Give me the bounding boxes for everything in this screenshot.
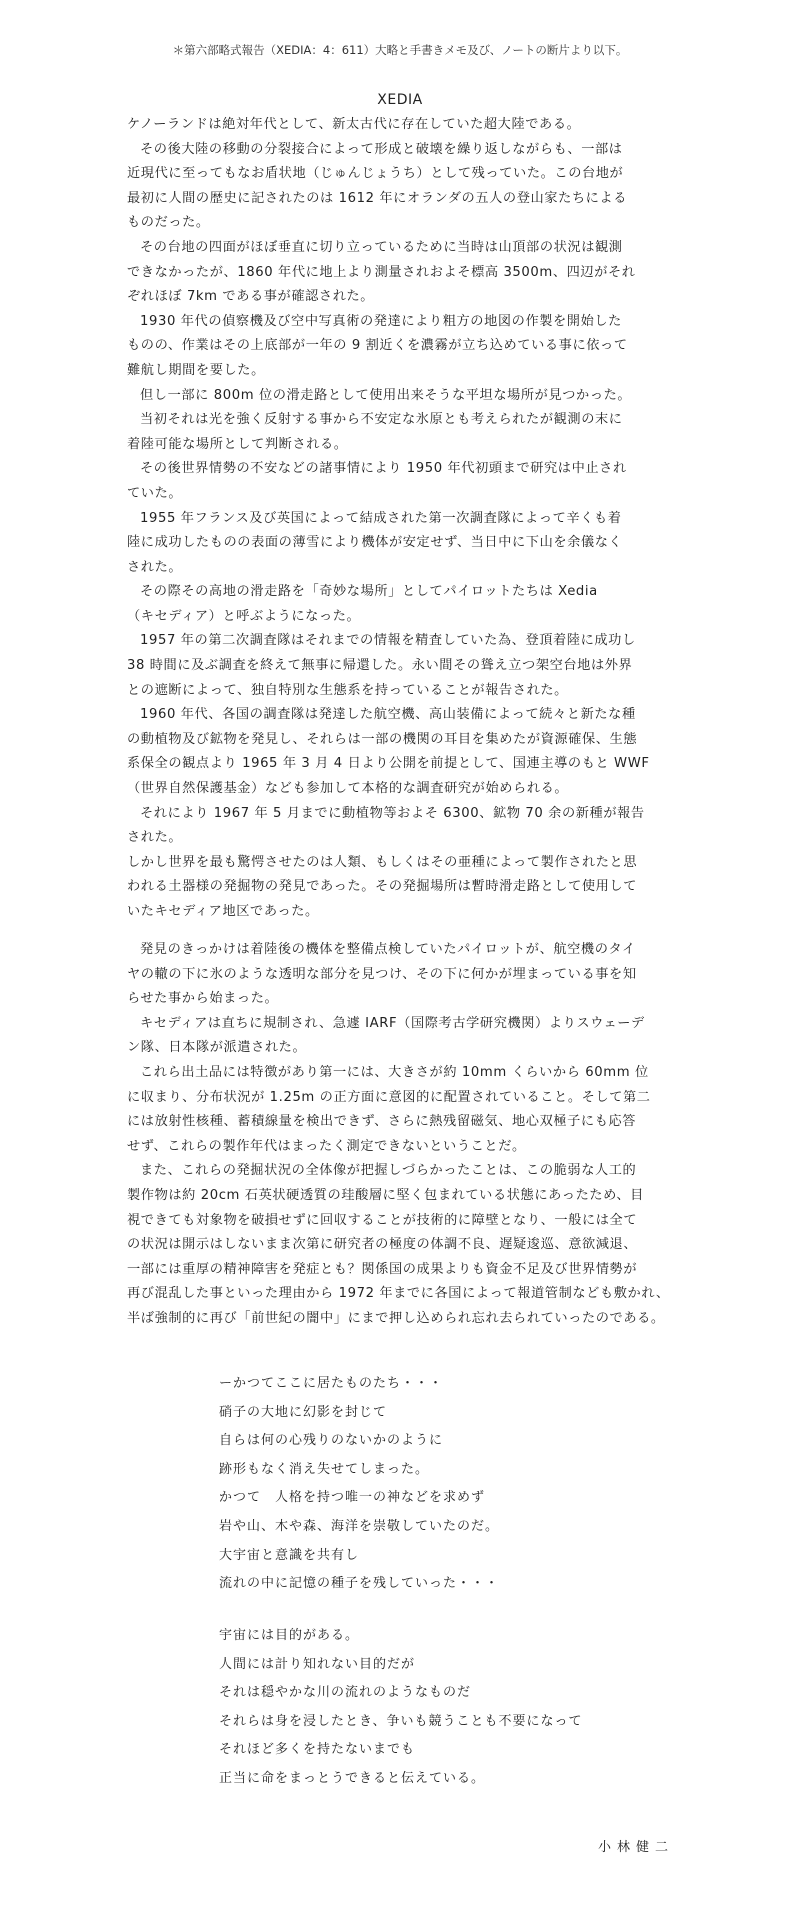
text-line: には放射性核種、蓄積線量を検出できず、さらに熱残留磁気、地心双極子にも応答: [127, 1114, 637, 1130]
poem-line: 正当に命をまっとうできると伝えている。: [219, 1770, 486, 1786]
text-line: ものの、作業はその上底部が一年の 9 割近くを濃霧が立ち込めている事に依って: [127, 338, 628, 354]
poem-line: 宇宙には目的がある。: [219, 1628, 360, 1643]
report-section-history: [127, 113, 707, 925]
text-line: の状況は開示はしないまま次第に研究者の極度の体調不良、遅疑逡巡、意欲減退、: [127, 1237, 638, 1253]
text-line: の動植物及び鉱物を発見し、それらは一部の機関の耳目を集めたが資源確保、生態: [127, 731, 638, 747]
poem-line: 人間には計り知れない目的だが: [219, 1656, 416, 1672]
poem-line: 自らは何の心残りのないかのように: [219, 1433, 444, 1449]
text-line: 当初それは光を強く反射する事から不安定な氷原とも考えられたが観測の末に: [140, 412, 623, 428]
poem-line: 大宇宙と意識を共有し: [219, 1547, 360, 1563]
text-line: ヤの轍の下に氷のような透明な部分を見つけ、その下に何かが埋まっている事を知: [127, 966, 637, 982]
text-line: 再び混乱した事といった理由から 1972 年までに各国によって報道管制なども敷かれ、: [127, 1286, 670, 1302]
text-line: 半ば強制的に再び「前世紀の闇中」にまで押し込められ忘れ去られていったのである。: [127, 1310, 665, 1326]
text-line: ものだった。: [127, 215, 210, 231]
text-line: 最初に人間の歴史に記されたのは 1612 年にオランダの五人の登山家たちによる: [127, 190, 628, 206]
text-line: 発見のきっかけは着陸後の機体を整備点検していたパイロットが、航空機のタイ: [140, 942, 636, 957]
text-line: しかし世界を最も驚愕させたのは人類、もしくはその亜種によって製作されたと思: [127, 854, 638, 870]
text-line: された。: [127, 830, 183, 846]
document-title: XEDIA: [377, 92, 423, 108]
text-line: その台地の四面がほぼ垂直に切り立っているために当時は山頂部の状況は観測: [140, 239, 623, 255]
text-line: 但し一部に 800m 位の滑走路として使用出来そうな平坦な場所が見つかった。: [140, 387, 632, 403]
poem-stanza-1: [219, 1370, 499, 1599]
text-line: その後大陸の移動の分裂接合によって形成と破壊を繰り返しながらも、一部は: [140, 141, 623, 157]
text-line: らせた事から始まった。: [127, 991, 279, 1007]
text-line: に収まり、分布状況が 1.25m の正方面に意図的に配置されていること。そして第二: [127, 1089, 651, 1105]
text-line: その後世界情勢の不安などの諸事情により 1950 年代初頭まで研究は中止され: [140, 461, 627, 477]
text-line: その際その高地の滑走路を「奇妙な場所」としてパイロットたちは Xedia: [140, 584, 598, 600]
header-note: ＊第六部略式報告（XEDIA：4：611）大略と手書きメモ及び、ノートの断片より以下。: [172, 43, 628, 57]
text-line: いたキセディア地区であった。: [127, 904, 319, 919]
text-line: ケノーランドは絶対年代として、新太古代に存在していた超大陸である。: [127, 117, 581, 132]
text-line: 陸に成功したものの表面の薄雪により機体が安定せず、当日中に下山を余儀なく: [127, 535, 623, 551]
text-line: 近現代に至ってもなお盾状地（じゅんじょうち）として残っていた。この台地が: [127, 166, 624, 182]
report-section-discovery: [127, 938, 707, 1332]
text-line: これら出土品には特徴があり第一には、大きさが約 10mm くらいから 60mm 位: [140, 1064, 649, 1080]
text-line: 系保全の観点より 1965 年 3 月 4 日より公開を前提として、国連主導のもと WWF: [127, 756, 650, 772]
text-line: それにより 1967 年 5 月までに動植物等およそ 6300、鉱物 70 余の新種が報告: [140, 805, 645, 821]
text-line: また、これらの発掘状況の全体像が把握しづらかったことは、この脆弱な人工的: [140, 1163, 637, 1179]
text-line: 視できても対象物を破損せずに回収することが技術的に障壁となり、一般には全て: [127, 1212, 638, 1228]
poem-line: それほど多くを持たないまでも: [219, 1742, 416, 1758]
text-line: 一部には重厚の精神障害を発症とも？関係国の成果よりも資金不足及び世界情勢が: [127, 1261, 638, 1277]
text-line: 1957 年の第二次調査隊はそれまでの情報を精査していた為、登頂着陸に成功し: [140, 633, 636, 649]
text-line: （世界自然保護基金）なども参加して本格的な調査研究が始められる。: [127, 781, 569, 797]
text-line: 1955 年フランス及び英国によって結成された第一次調査隊によって辛くも着: [140, 510, 622, 526]
text-line: 38 時間に及ぶ調査を終えて無事に帰還した。永い間その聳え立つ架空台地は外界: [127, 658, 633, 674]
text-line: 難航し期間を要した。: [127, 362, 265, 378]
text-line: 1960 年代、各国の調査隊は発達した航空機、高山装備によって続々と新たな種: [140, 707, 636, 723]
poem-line: 跡形もなく消え失せてしまった。: [219, 1461, 430, 1477]
poem-line: それらは身を浸したとき、争いも競うことも不要になって: [219, 1713, 583, 1729]
text-line: キセディアは直ちに規制され、急遽 IARF（国際考古学研究機関）よりスウェーデ: [140, 1015, 645, 1031]
poem-line: 硝子の大地に幻影を封じて: [219, 1404, 388, 1420]
text-line: ていた。: [127, 485, 183, 501]
poem-line: ーかつてここに居たものたち・・・: [219, 1376, 444, 1391]
poem-line: かつて 人格を持つ唯一の神などを求めず: [219, 1490, 486, 1506]
poem-line: 岩や山、木や森、海洋を崇敬していたのだ。: [219, 1518, 500, 1534]
text-line: 製作物は約 20cm 石英状硬透質の珪酸層に堅く包まれている状態にあったため、目: [127, 1187, 644, 1203]
text-line: できなかったが、1860 年代に地上より測量されおよそ標高 3500m、四辺がそれ: [127, 264, 636, 280]
text-line: ぞれほぼ 7km である事が確認された。: [127, 289, 375, 305]
text-line: された。: [127, 559, 183, 575]
text-line: 1930 年代の偵察機及び空中写真術の発達により粗方の地図の作製を開始した: [140, 313, 622, 329]
poem-line: 流れの中に記憶の種子を残していった・・・: [219, 1576, 500, 1592]
text-line: せず、これらの製作年代はまったく測定できないということだ。: [127, 1138, 526, 1154]
text-line: ン隊、日本隊が派遣された。: [127, 1040, 307, 1056]
text-line: との遮断によって、独自特別な生態系を持っていることが報告された。: [127, 682, 568, 698]
text-line: 着陸可能な場所として判断される。: [127, 436, 348, 452]
text-line: われる土器様の発掘物の発見であった。その発掘場所は暫時滑走路として使用して: [127, 879, 638, 895]
author-signature: 小林健二: [598, 1840, 675, 1855]
poem-line: それは穏やかな川の流れのようなものだ: [219, 1685, 472, 1701]
text-line: （キセディア）と呼ぶようになった。: [127, 608, 361, 624]
poem-stanza-2: [219, 1622, 582, 1794]
